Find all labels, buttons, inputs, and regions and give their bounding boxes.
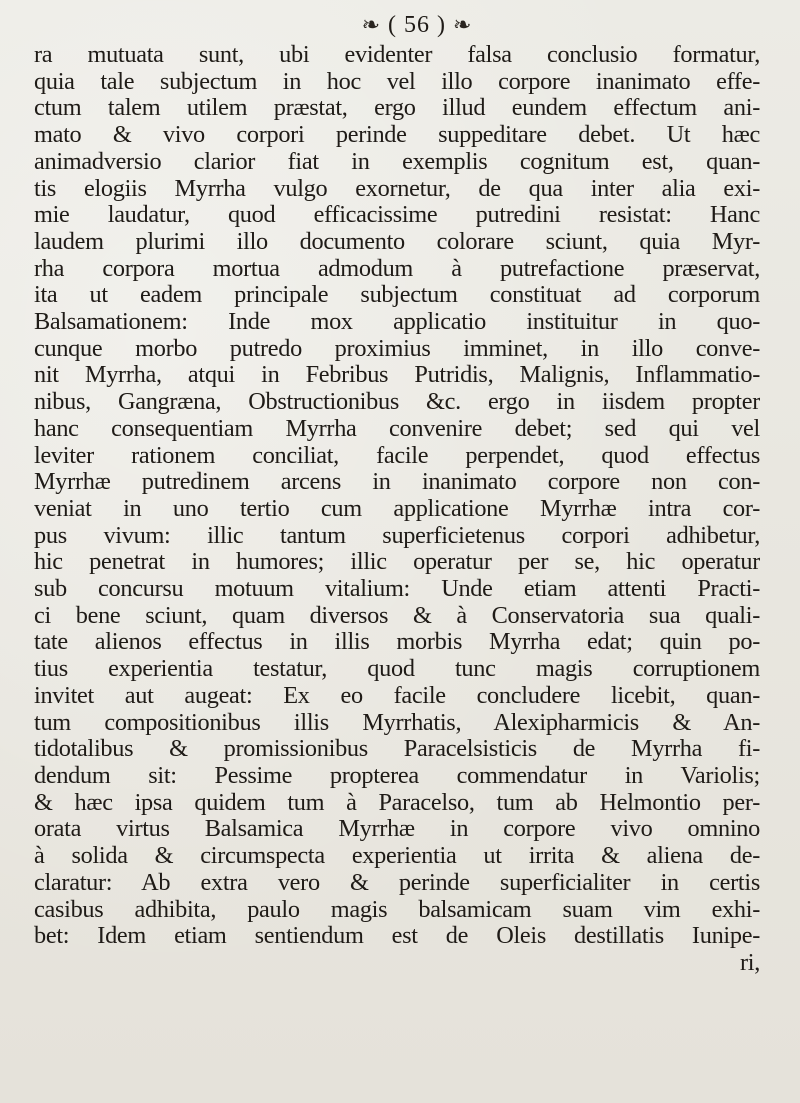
text-line: sub concursu motuum vitalium: Unde etiam attenti Practi- [34,576,760,603]
text-line: pus vivum: illic tantum superficietenus corpori adhibetur, [34,522,760,549]
text-line: orata virtus Balsamica Myrrhæ in corpore vivo omnino [34,816,760,843]
text-line: Balsamationem: Inde mox applicatio instituitur in quo- [34,309,760,336]
text-line: laudem plurimi illo documento colorare sciunt, quia Myr- [34,228,760,255]
text-line: hic penetrat in humores; illic operatur per se, hic operatur [34,549,760,576]
ornament-right-icon: ❧ [452,12,473,37]
text-line: rha corpora mortua admodum à putrefactione præservat, [34,255,760,282]
text-line: nit Myrrha, atqui in Febribus Putridis, Malignis, Inflammatio- [34,362,760,389]
text-line: tum compositionibus illis Myrrhatis, Alexipharmicis & An- [34,709,760,736]
text-line: à solida & circumspecta experientia ut irrita & aliena de- [34,843,760,870]
text-line: animadversio clarior fiat in exemplis cognitum est, quan- [34,148,760,175]
text-line: & hæc ipsa quidem tum à Paracelso, tum ab Helmontio per- [34,789,760,816]
text-line: tate alienos effectus in illis morbis Myrrha edat; quin po- [34,629,760,656]
ornament-left-icon: ❧ [361,12,381,37]
page-header [74,8,760,42]
body-text [34,42,760,977]
text-line: claratur: Ab extra vero & perinde superficialiter in certis [34,869,760,896]
text-line: ci bene sciunt, quam diversos & à Conservatoria sua quali- [34,602,760,629]
text-line: nibus, Gangræna, Obstructionibus &c. ergo in iisdem propter [34,389,760,416]
text-line: ctum talem utilem præstat, ergo illud eundem effectum ani- [34,95,760,122]
text-line: mie laudatur, quod efficacissime putredini resistat: Hanc [34,202,760,229]
text-line: invitet aut augeat: Ex eo facile concludere licebit, quan- [34,682,760,709]
text-line: ra mutuata sunt, ubi evidenter falsa conclusio formatur, [34,42,760,68]
text-line: bet: Idem etiam sentiendum est de Oleis destillatis Iunipe- [34,923,760,950]
text-line: tis elogiis Myrrha vulgo exornetur, de qua inter alia exi- [34,175,760,202]
text-line: ita ut eadem principale subjectum constituat ad corporum [34,282,760,309]
text-line: leviter rationem conciliat, facile perpendet, quod effectus [34,442,760,469]
page-number: ( 56 ) [388,12,446,38]
text-line: tius experientia testatur, quod tunc magis corruptionem [34,656,760,683]
text-line: hanc consequentiam Myrrha convenire debet; sed qui vel [34,415,760,442]
text-line: veniat in uno tertio cum applicatione Myrrhæ intra cor- [34,495,760,522]
text-line: Myrrhæ putredinem arcens in inanimato corpore non con- [34,469,760,496]
text-line: quia tale subjectum in hoc vel illo corpore inanimato effe- [34,68,760,95]
text-line: dendum sit: Pessime propterea commendatur in Variolis; [34,762,760,789]
text-line: casibus adhibita, paulo magis balsamicam suam vim exhi- [34,896,760,923]
text-line: cunque morbo putredo proximius imminet, in illo conve- [34,335,760,362]
text-line: tidotalibus & promissionibus Paracelsisticis de Myrrha fi- [34,736,760,763]
text-line: mato & vivo corpori perinde suppeditare debet. Ut hæc [34,122,760,149]
catchword: ri, [739,949,760,976]
